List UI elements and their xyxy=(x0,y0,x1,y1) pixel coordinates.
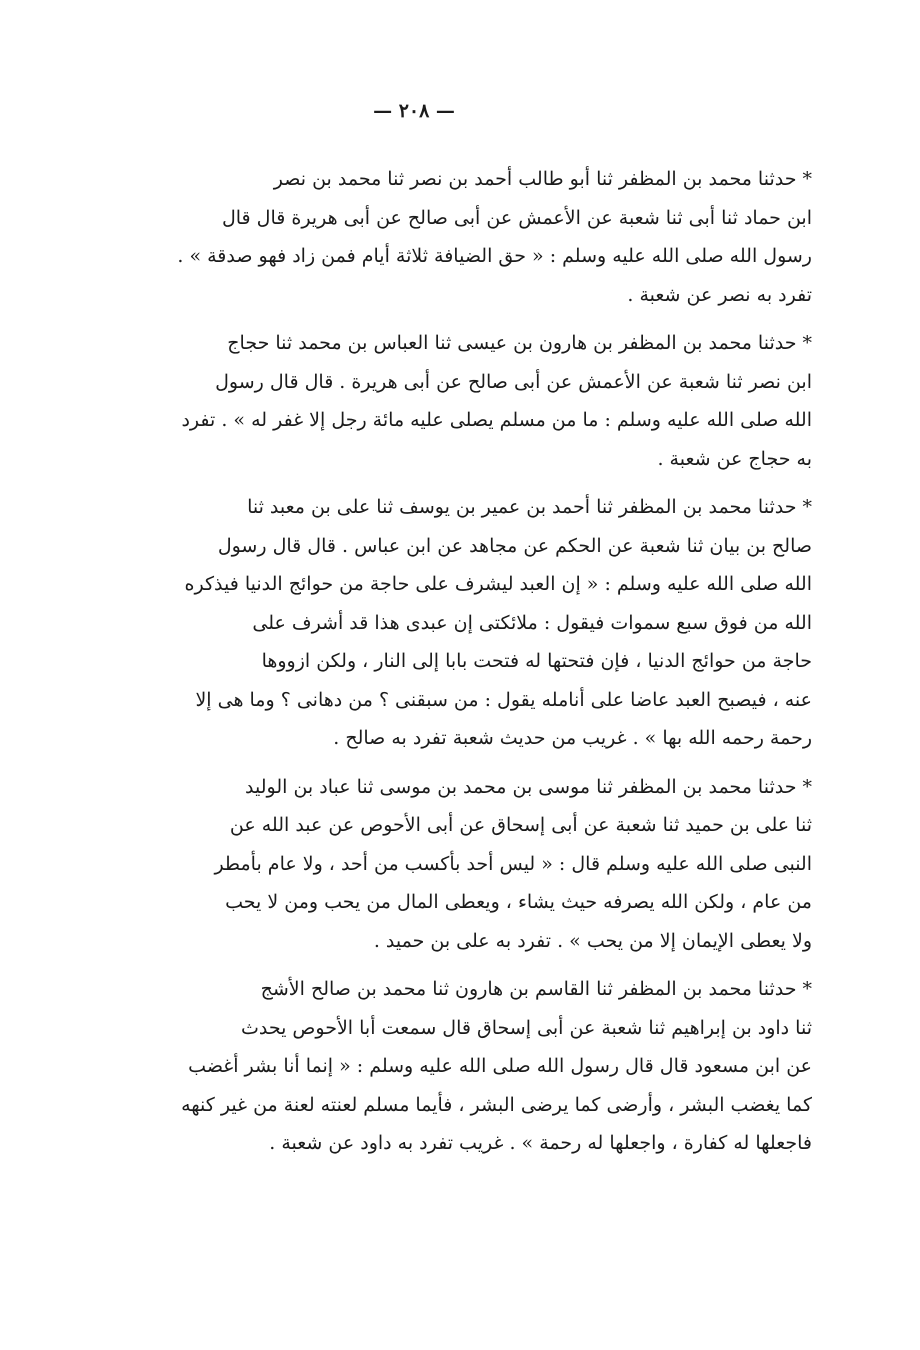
text-line: الله من فوق سبع سموات فيقول : ملائكتى إن عبدى هذا قد أشرف على xyxy=(252,611,812,634)
text-line: عنه ، فيصبح العبد عاضا على أنامله يقول : من سبقنى ؟ من دهانى ؟ وما هى إلا xyxy=(195,688,812,711)
text-line: * حدثنا محمد بن المظفر بن هارون بن عيسى ثنا العباس بن محمد ثنا حجاج xyxy=(227,332,812,354)
text-line: عن ابن مسعود قال قال رسول الله صلى الله عليه وسلم : « إنما أنا بشر أغضب xyxy=(188,1055,812,1077)
text-line: من عام ، ولكن الله يصرفه حيث يشاء ، ويعطى المال من يحب ومن لا يحب xyxy=(225,891,812,913)
hadith-paragraph-2 xyxy=(104,324,812,478)
text-line: الله صلى الله عليه وسلم : ما من مسلم يصلى عليه مائة رجل إلا غفر له » . تفرد xyxy=(181,409,812,431)
hadith-paragraph-1 xyxy=(104,160,812,314)
text-line: به حجاج عن شعبة . xyxy=(657,447,812,470)
paragraph-gap xyxy=(104,960,812,970)
text-line: * حدثنا محمد بن المظفر ثنا أبو طالب أحمد بن نصر ثنا محمد بن نصر xyxy=(273,168,812,190)
text-line: ثنا داود بن إبراهيم ثنا شعبة عن أبى إسحاق قال سمعت أبا الأحوص يحدث xyxy=(240,1016,812,1039)
text-line: رسول الله صلى الله عليه وسلم : « حق الضيافة ثلاثة أيام فمن زاد فهو صدقة » . xyxy=(177,245,812,267)
text-line: * حدثنا محمد بن المظفر ثنا موسى بن محمد بن موسى ثنا عباد بن الوليد xyxy=(245,775,812,798)
text-line: ولا يعطى الإيمان إلا من يحب » . تفرد به على بن حميد . xyxy=(373,929,812,952)
hadith-paragraph-4 xyxy=(104,768,812,961)
page-number: — ٢٠٨ — xyxy=(373,100,455,122)
text-line: كما يغضب البشر ، وأرضى كما يرضى البشر ، فأيما مسلم لعنته لعنة من غير كنهه xyxy=(181,1093,812,1116)
text-line: رحمة رحمه الله بها » . غريب من حديث شعبة تفرد به صالح . xyxy=(333,727,812,749)
text-line: * حدثنا محمد بن المظفر ثنا أحمد بن عمير بن يوسف ثنا على بن معبد ثنا xyxy=(247,496,812,518)
text-line: ثنا على بن حميد ثنا شعبة عن أبى إسحاق عن أبى الأحوص عن عبد الله عن xyxy=(229,814,812,836)
text-line: * حدثنا محمد بن المظفر ثنا القاسم بن هارون ثنا محمد بن صالح الأشج xyxy=(260,978,812,1000)
text-line: الله صلى الله عليه وسلم : « إن العبد ليشرف على حاجة من حوائج الدنيا فيذكره xyxy=(184,573,812,595)
text-line: تفرد به نصر عن شعبة . xyxy=(627,283,812,306)
hadith-paragraph-5 xyxy=(104,970,812,1163)
paragraph-gap xyxy=(104,314,812,324)
paragraph-gap xyxy=(104,758,812,768)
paragraph-gap xyxy=(104,478,812,488)
text-line: النبى صلى الله عليه وسلم قال : « ليس أحد بأكسب من أحد ، ولا عام بأمطر xyxy=(214,852,812,875)
text-line: فاجعلها له كفارة ، واجعلها له رحمة » . غريب تفرد به داود عن شعبة . xyxy=(269,1132,812,1154)
page-body xyxy=(104,160,812,1163)
text-line: ابن حماد ثنا أبى ثنا شعبة عن الأعمش عن أبى صالح عن أبى هريرة قال قال xyxy=(221,206,812,229)
hadith-paragraph-3 xyxy=(104,488,812,758)
text-line: صالح بن بيان ثنا شعبة عن الحكم عن مجاهد عن ابن عباس . قال قال رسول xyxy=(217,534,812,557)
text-line: ابن نصر ثنا شعبة عن الأعمش عن أبى صالح عن أبى هريرة . قال قال رسول xyxy=(215,370,812,393)
text-line: حاجة من حوائج الدنيا ، فإن فتحتها له فتحت بابا إلى النار ، ولكن ازووها xyxy=(261,650,812,672)
